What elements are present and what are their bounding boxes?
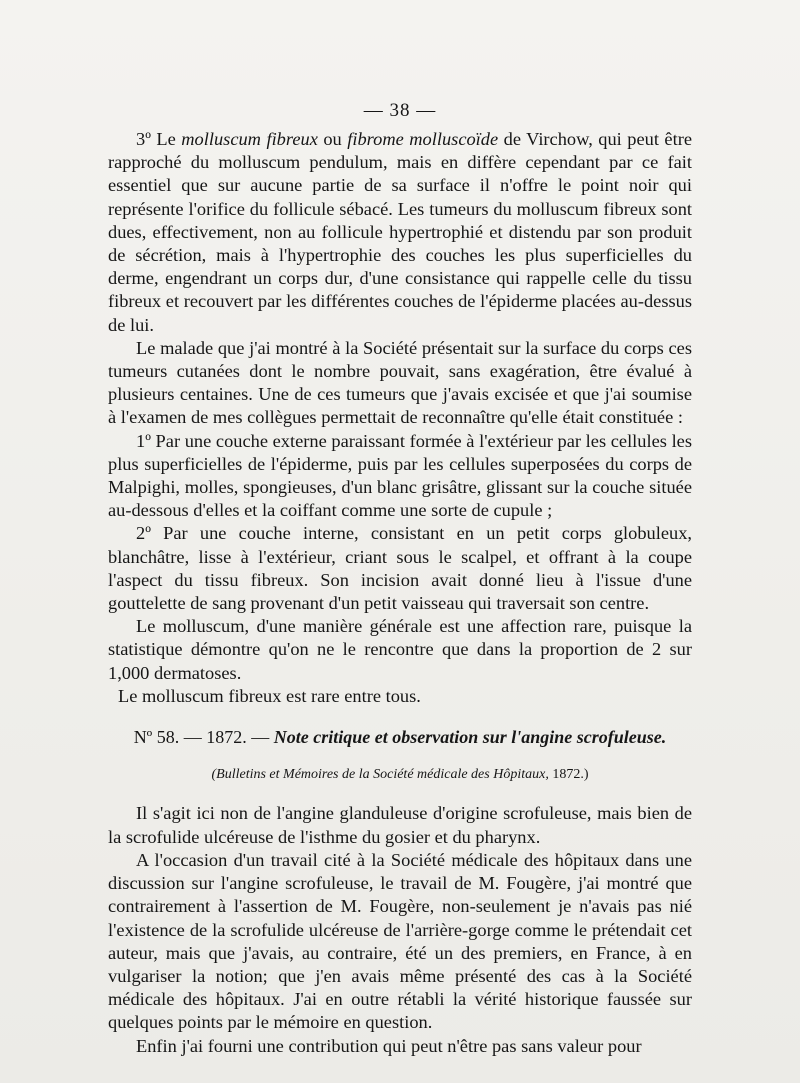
page-number: — 38 — <box>363 100 437 121</box>
entry-source <box>108 763 692 786</box>
paragraph-malade: Le malade que j'ai montré à la Société présentait sur la surface du corps ces tumeurs cutanées dont le nombre pouvait, sans exagération, être évalué à plusieurs centaines. Une de ces tumeurs que j'avais excisée et que j'ai soumise à l'examen de mes collègues permettait de reconnaître qu'elle était constituée : <box>108 337 692 428</box>
term-fibrome-molluscoide: fibrome molluscoïde <box>347 129 499 149</box>
entry-source-text: (Bulletins et Mémoires de la Société médicale des Hôpitaux, <box>211 767 553 783</box>
paragraph-conclusion: Le molluscum fibreux est rare entre tous. <box>118 685 421 706</box>
conjunction: ou <box>317 129 348 149</box>
paragraph-rest: de Virchow, qui peut être rapproché du molluscum pendulum, mais en diffère cependant par ce fait essentiel que sur aucune partie de sa surface il n'offre le point noir qui représente l'orifice du follicule sébacé. Les tumeurs du molluscum fibreux sont dues, effectivement, non au follicule hypertrophié et distendu par son produit de sécrétion, mais à l'hypertrophie des couches les plus superficielles du derme, engendrant un corps dur, d'une consistance qui rappelle celle du tissu fibreux et recouvert par les différentes couches de l'épiderme placées au-dessus de lui. <box>108 129 692 335</box>
paragraph-molluscum-fibreux <box>108 128 692 337</box>
entry-heading <box>108 726 692 749</box>
entry-title: Note critique et observation sur l'angine scrofuleuse. <box>273 727 667 748</box>
paragraph-scrofulide: Il s'agit ici non de l'angine glanduleuse d'origine scrofuleuse, mais bien de la scrofulide ulcéreuse de l'isthme du gosier et du pharynx. <box>108 803 692 847</box>
paragraph-rarete: Le molluscum, d'une manière générale est une affection rare, puisque la statistique démontre qu'on ne le rencontre que dans la proportion de 2 sur 1,000 dermatoses. <box>108 616 692 683</box>
paragraph-fougere: A l'occasion d'un travail cité à la Société médicale des hôpitaux dans une discussion sur l'angine scrofuleuse, le travail de M. Fougère, j'ai montré que contrairement à l'assertion de M. Fougère, non-seulement je n'avais pas nié l'existence de la scrofulide ulcéreuse de l'arrière-gorge comme le prétendait cet auteur, mais que j'avais, au contraire, été un des premiers, en France, à en vulgariser la notion; que j'en avais même présenté des cas à la Société médicale des hôpitaux. J'ai en outre rétabli la vérité historique faussée sur quelques points par le mémoire en question. <box>108 849 692 1033</box>
paragraph-contribution: Enfin j'ai fourni une contribution qui peut n'être pas sans valeur pour <box>136 1035 642 1056</box>
entry-source-year: 1872.) <box>552 767 589 783</box>
body-text <box>108 128 692 1058</box>
entry-number: Nº 58. — 1872. — <box>133 727 274 748</box>
paragraph-couche-interne: 2º Par une couche interne, consistant en un petit corps globuleux, blanchâtre, lisse à l'extérieur, criant sous le scalpel, et offrant à la coupe l'aspect du tissu fibreux. Son incision avait donné lieu à l'issue d'une gouttelette de sang provenant d'un petit vaisseau qui traversait son centre. <box>108 523 692 614</box>
paragraph-prefix: 3º Le <box>136 129 182 149</box>
term-molluscum-fibreux: molluscum fibreux <box>181 129 318 149</box>
paragraph-couche-externe: 1º Par une couche externe paraissant formée à l'extérieur par les cellules les plus superficielles de l'épiderme, puis par les cellules superposées du corps de Malpighi, molles, spongieuses, d'un blanc grisâtre, glissant sur la couche située au-dessous d'elles et la coiffant comme une sorte de cupule ; <box>108 430 692 521</box>
